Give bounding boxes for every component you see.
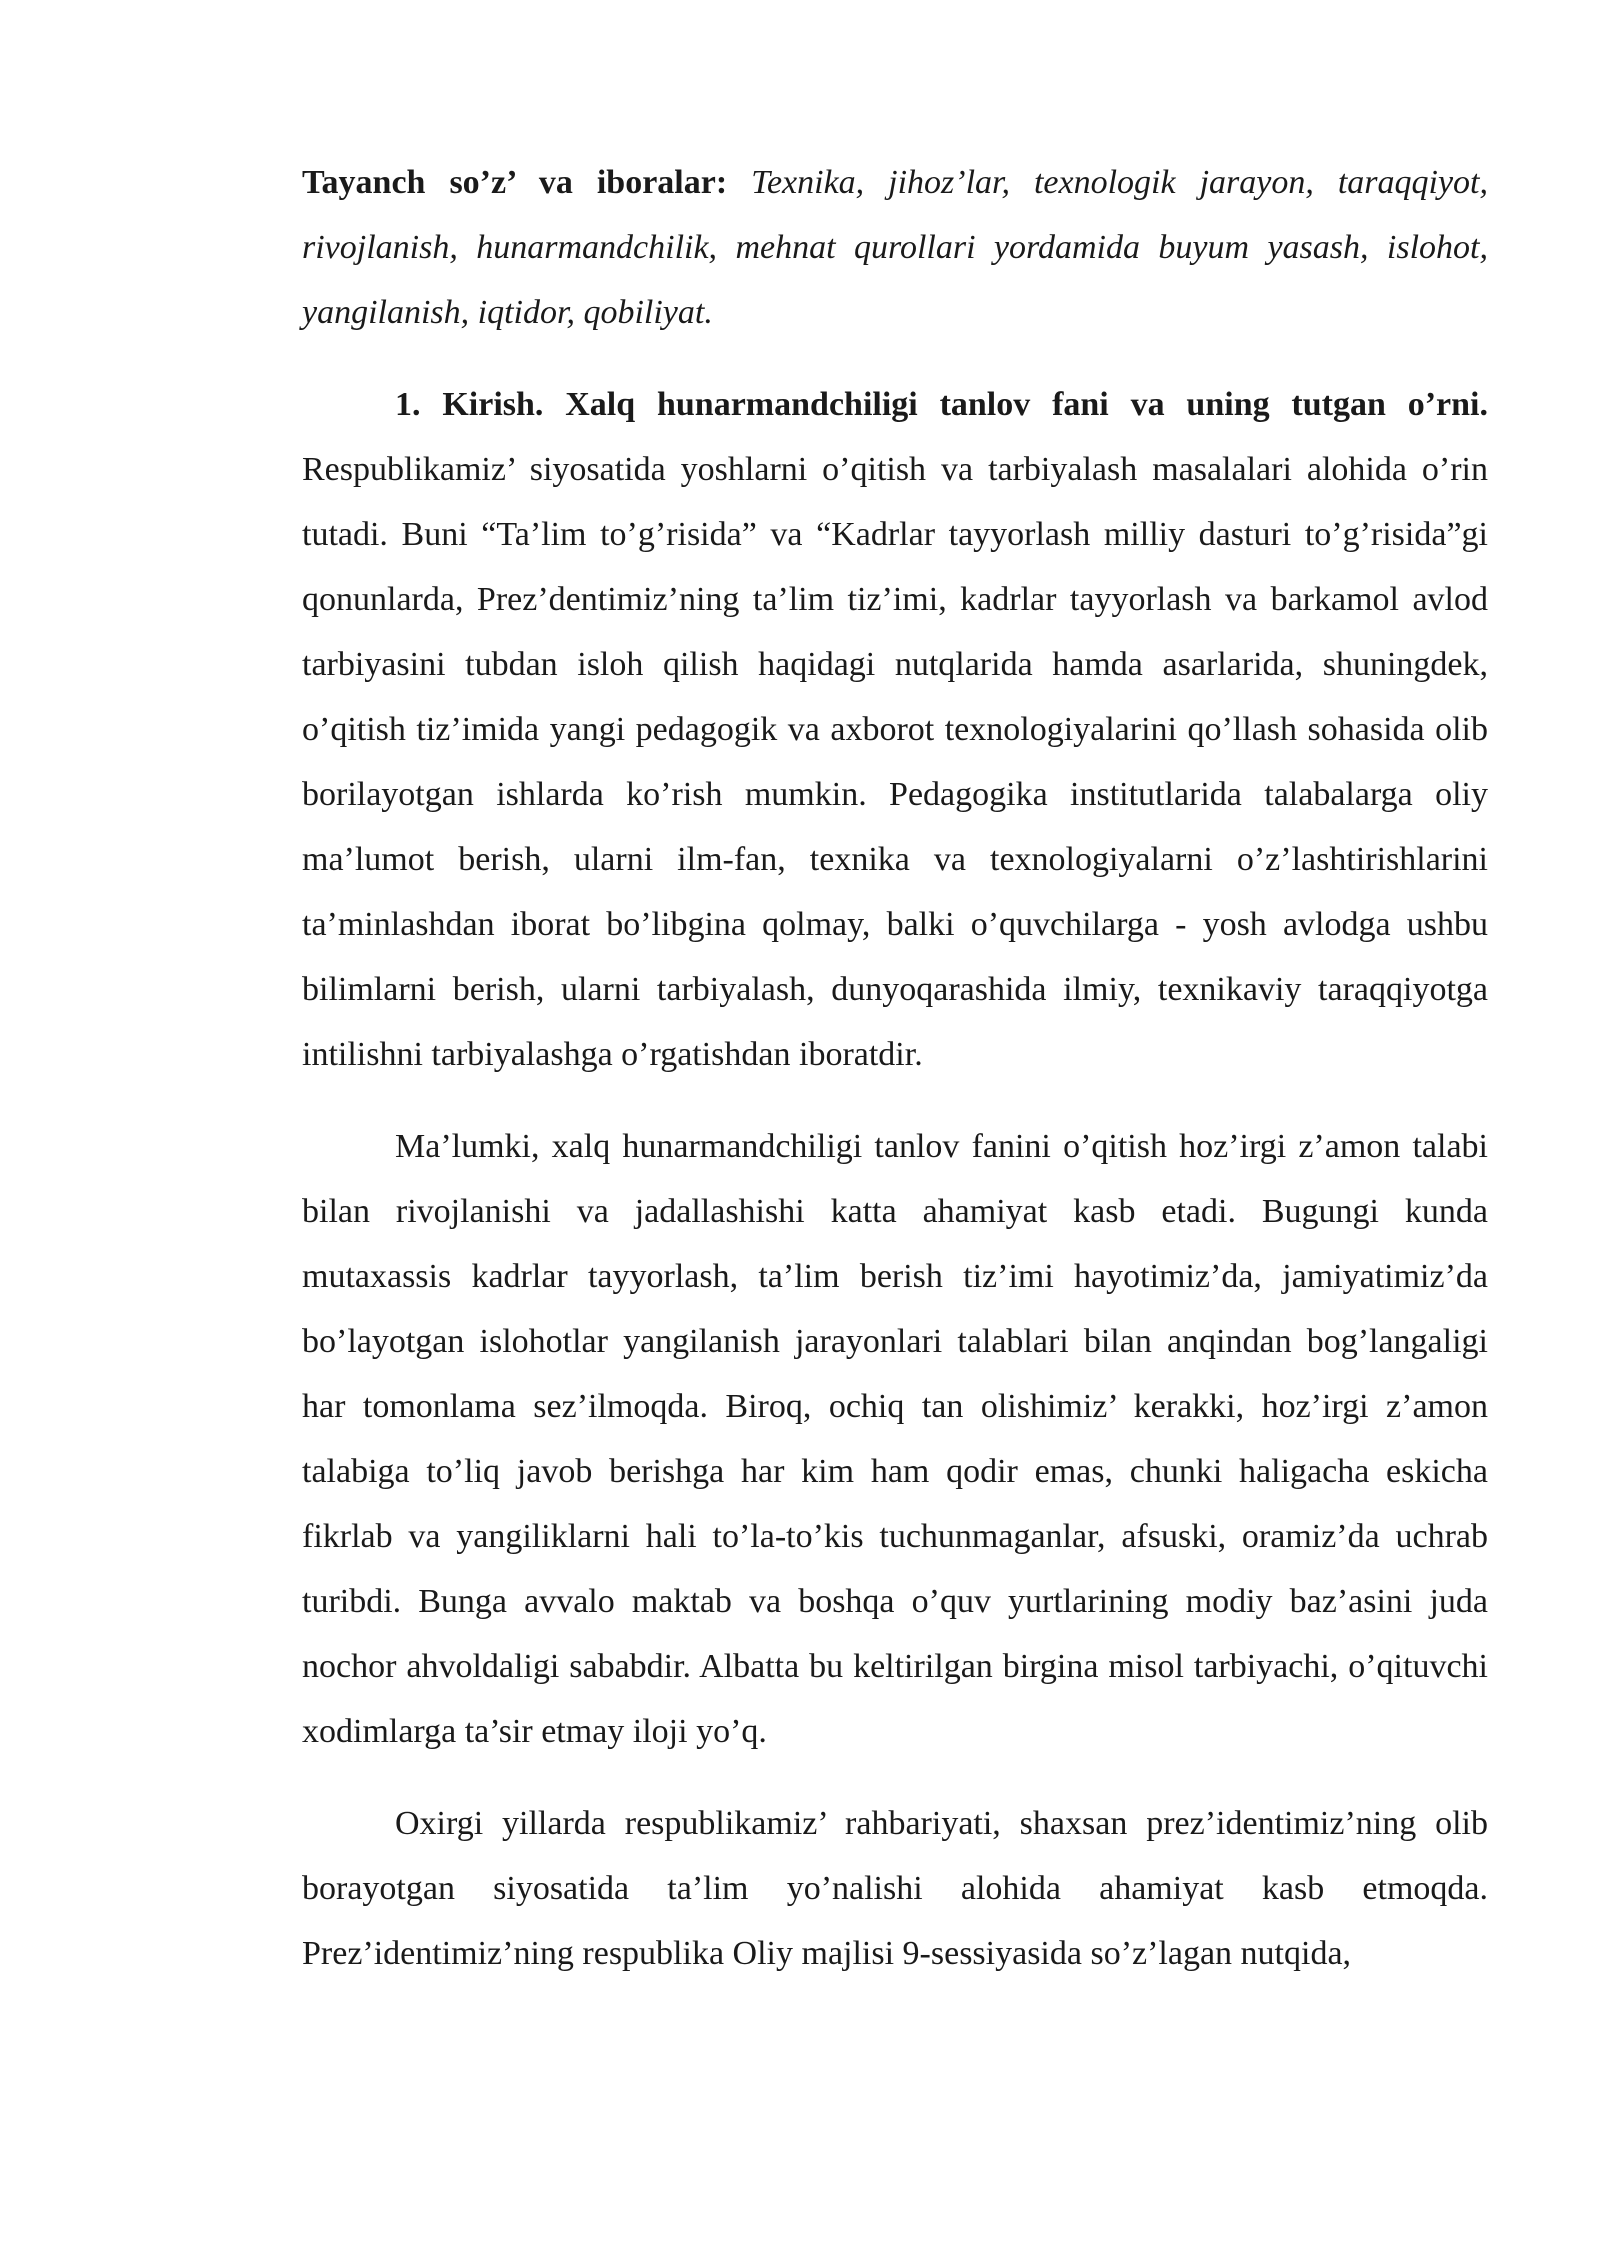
body-paragraph-1: Ma’lumki, xalq hunarmandchiligi tanlov fanini o’qitish hoz’irgi z’amon talabi bilan rivojlanishi va jadallashishi katta ahamiyat kasb etadi. Bugungi kunda mutaxassis kadrlar tayyorlash, ta’lim berish tiz’imi hayotimiz’da, jamiyatimiz’da bo’layotgan islohotlar yangilanish jarayonlari talablari bilan anqindan bog’langaligi har tomonlama sez’ilmoqda. Biroq, ochiq tan olishimiz’ kerakki, hoz’irgi z’amon talabiga to’liq javob berishga har kim ham qodir emas, chunki haligacha eskicha fikrlab va yangiliklarni hali to’la-to’kis tuchunmaganlar, afsuski, oramiz’da uchrab turibdi. Bunga avvalo maktab va boshqa o’quv yurtlarining modiy baz’asini juda nochor ahvoldaligi sababdir. Albatta bu keltirilgan birgina misol tarbiyachi, o’qituvchi xodimlarga ta’sir etmay iloji yo’q. <box>302 1128 1488 1750</box>
keywords-paragraph <box>302 150 1488 345</box>
document-page <box>302 150 1488 1986</box>
section-body: Respublikamiz’ siyosatida yoshlarni o’qitish va tarbiyalash masalalari alohida o’rin tutadi. Buni “Ta’lim to’g’risida” va “Kadrlar tayyorlash milliy dasturi to’g’risida”gi qonunlarda, Prez’dentimiz’ning ta’lim tiz’imi, kadrlar tayyorlash va barkamol avlod tarbiyasini tubdan isloh qilish haqidagi nutqlarida hamda asarlarida, shuningdek, o’qitish tiz’imida yangi pedagogik va axborot texnologiyalarini qo’llash sohasida olib borilayotgan ishlarda ko’rish mumkin. Pedagogika institutlarida talabalarga oliy ma’lumot berish, ularni ilm-fan, texnika va texnologiyalarni o’z’lashtirishlarini ta’minlashdan iborat bo’libgina qolmay, balki o’quvchilarga - yosh avlodga ushbu bilimlarni berish, ularni tarbiyalash, dunyoqarashida ilmiy, texnikaviy taraqqiyotga intilishni tarbiyalashga o’rgatishdan iboratdir. <box>302 451 1488 1073</box>
keywords-text: Texnika, jihoz’lar, texnologik jarayon, taraqqiyot, rivojlanish, hunarmandchilik, mehnat qurollari yordamida buyum yasash, islohot, yangilanish, iqtidor, qobiliyat. <box>302 164 1488 331</box>
keywords-label: Tayanch so’z’ va iboralar: <box>302 164 728 201</box>
section-paragraph <box>302 372 1488 1087</box>
section-heading: 1. Kirish. Xalq hunarmandchiligi tanlov fani va uning tutgan o’rni. <box>395 386 1488 423</box>
body-paragraph-2: Oxirgi yillarda respublikamiz’ rahbariyati, shaxsan prez’identimiz’ning olib borayotgan siyosatida ta’lim yo’nalishi alohida ahamiyat kasb etmoqda. Prez’identimiz’ning respublika Oliy majlisi 9-sessiyasida so’z’lagan nutqida, <box>302 1805 1488 1972</box>
